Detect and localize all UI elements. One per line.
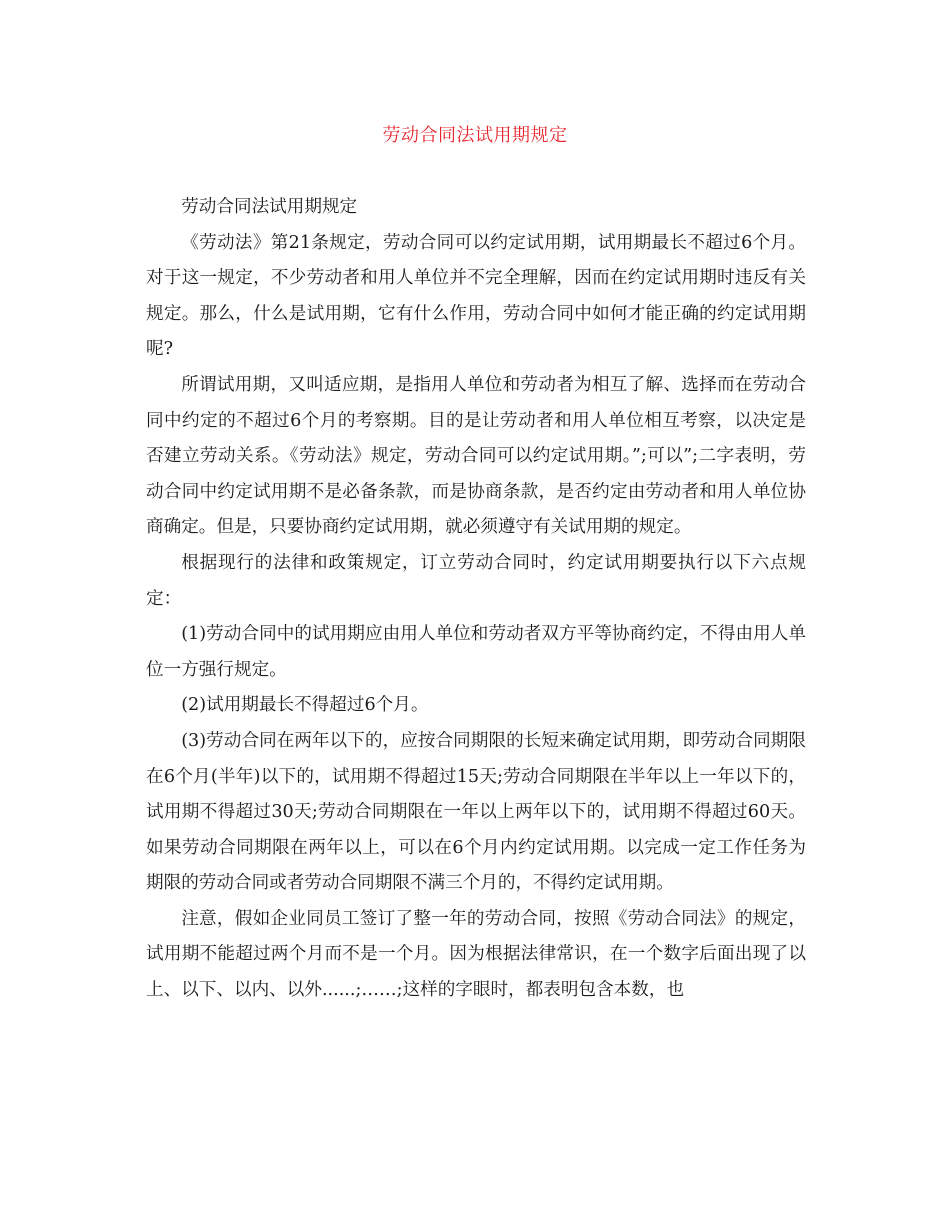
paragraph-rule-3: (3)劳动合同在两年以下的，应按合同期限的长短来确定试用期，即劳动合同期限在6个月(半年)以下的，试用期不得超过15天;劳动合同期限在半年以上一年以下的，试用期不得超过30天;劳动合同期限在一年以上两年以下的，试用期不得超过60天。如果劳动合同期限在两年以上，可以在6个月内约定试用期。以完成一定工作任务为期限的劳动合同或者劳动合同期限不满三个月的，不得约定试用期。: [146, 730, 806, 894]
document-body: [146, 190, 806, 1009]
paragraph-six-rules-intro: 根据现行的法律和政策规定，订立劳动合同时，约定试用期要执行以下六点规定：: [146, 552, 806, 609]
paragraph-rule-2: (2)试用期最长不得超过6个月。: [181, 695, 429, 716]
paragraph-definition: 所谓试用期，又叫适应期，是指用人单位和劳动者为相互了解、选择而在劳动合同中约定的不超过6个月的考察期。目的是让劳动者和用人单位相互考察，以决定是否建立劳动关系。《劳动法》规定，劳动合同可以约定试用期。”;可以”;二字表明，劳动合同中约定试用期不是必备条款，而是协商条款，是否约定由劳动者和用人单位协商确定。但是，只要协商约定试用期，就必须遵守有关试用期的规定。: [146, 374, 806, 538]
paragraph-rule-1: (1)劳动合同中的试用期应由用人单位和劳动者双方平等协商约定，不得由用人单位一方强行规定。: [146, 624, 806, 680]
document-title: 劳动合同法试用期规定: [382, 125, 568, 146]
paragraph-note: 注意，假如企业同员工签订了整一年的劳动合同，按照《劳动合同法》的规定，试用期不能超过两个月而不是一个月。因为根据法律常识，在一个数字后面出现了以上、以下、以内、以外......;……;这样的字眼时，都表明包含本数，也: [146, 908, 806, 1001]
paragraph-subtitle: 劳动合同法试用期规定: [181, 197, 358, 217]
paragraph-article-21: 《劳动法》第21条规定，劳动合同可以约定试用期，试用期最长不超过6个月。对于这一规定，不少劳动者和用人单位并不完全理解，因而在约定试用期时违反有关规定。那么，什么是试用期，它有什么作用，劳动合同中如何才能正确的约定试用期呢?: [146, 232, 806, 360]
